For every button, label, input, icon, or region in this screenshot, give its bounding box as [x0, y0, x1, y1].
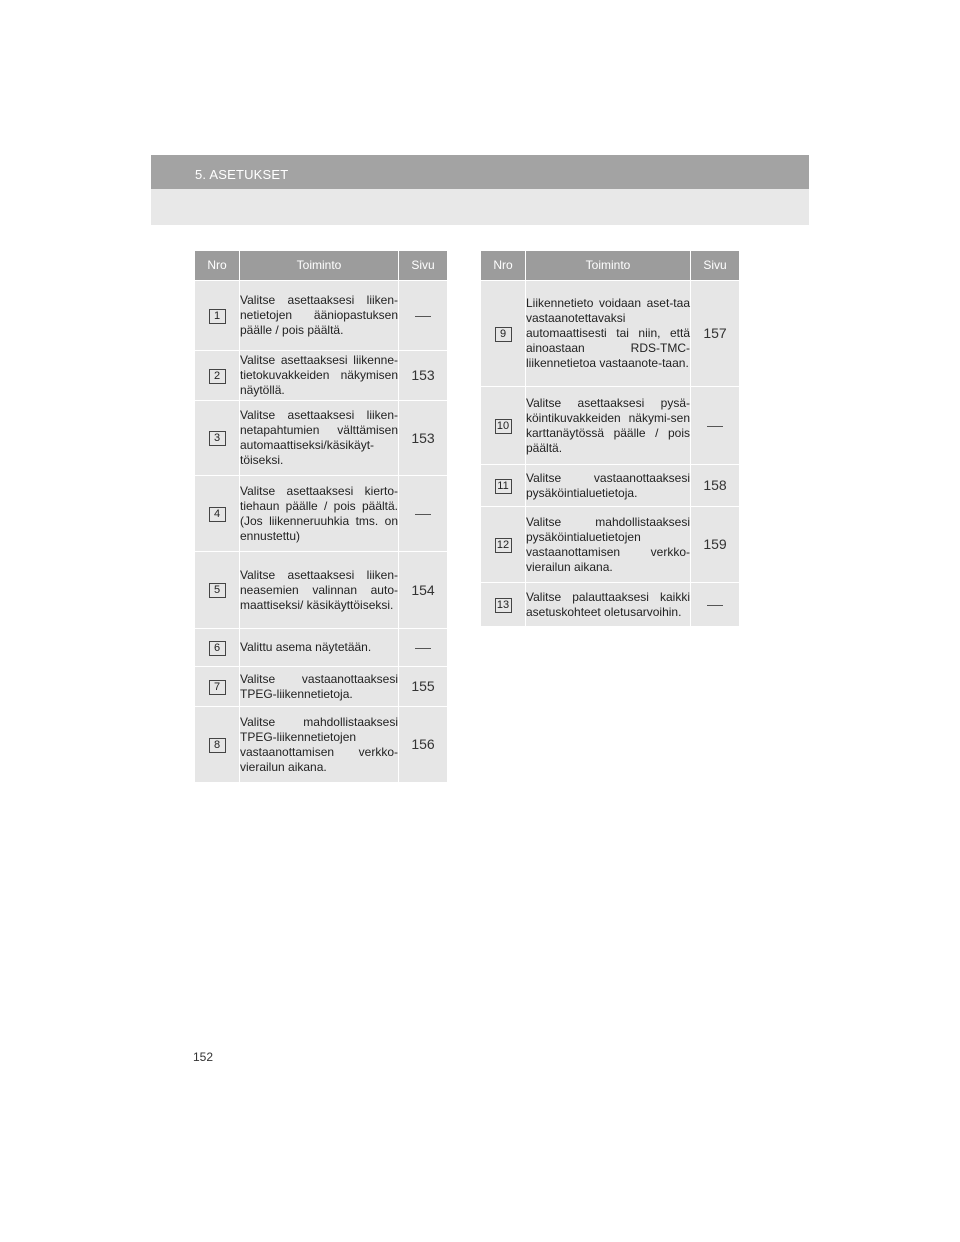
- item-number-badge: 7: [209, 680, 226, 695]
- function-description: Valitse palauttaaksesi kaikki asetuskohteet oletusarvoihin.: [526, 582, 691, 626]
- item-number-badge: 1: [209, 309, 226, 324]
- column-header-toiminto: Toiminto: [240, 251, 399, 280]
- page-reference: 159: [691, 506, 739, 582]
- function-description: Valittu asema näytetään.: [240, 628, 399, 666]
- column-header-nro: Nro: [481, 251, 526, 280]
- no-page-dash-icon: [415, 316, 431, 317]
- item-number-badge: 11: [495, 479, 512, 494]
- table-row: [195, 280, 447, 350]
- table-row: [195, 551, 447, 628]
- section-header: [151, 155, 809, 189]
- item-number-badge: 5: [209, 583, 226, 598]
- no-page-dash-icon: [707, 605, 723, 606]
- function-description: Valitse asettaaksesi pysä-köintikuvakkeiden näkymi-sen karttanäytössä päälle / pois päältä.: [526, 386, 691, 464]
- page-reference: 156: [399, 706, 447, 782]
- settings-table-right: [481, 251, 739, 626]
- table-row: [195, 350, 447, 400]
- column-header-sivu: Sivu: [399, 251, 447, 280]
- item-number-badge: 4: [209, 507, 226, 522]
- table-row: [195, 628, 447, 666]
- settings-table-left: [195, 251, 447, 782]
- page-number: 152: [193, 1050, 214, 1064]
- function-description: Valitse asettaaksesi liikenne-tietokuvakkeiden näkymisen näytöllä.: [240, 350, 399, 400]
- table-row: [481, 464, 739, 506]
- table-row: [195, 400, 447, 475]
- table-row: [481, 582, 739, 626]
- item-number-badge: 9: [495, 327, 512, 342]
- column-header-nro: Nro: [195, 251, 240, 280]
- no-page-dash-icon: [415, 648, 431, 649]
- table-row: [481, 386, 739, 464]
- table-row: [195, 666, 447, 706]
- item-number-badge: 3: [209, 431, 226, 446]
- table-row: [195, 706, 447, 782]
- page-reference: 157: [691, 280, 739, 386]
- table-row: [481, 280, 739, 386]
- section-subheader-band: [151, 189, 809, 225]
- item-number-badge: 8: [209, 738, 226, 753]
- function-description: Valitse vastaanottaaksesi TPEG-liikennetietoja.: [240, 666, 399, 706]
- item-number-badge: 13: [495, 598, 512, 613]
- column-header-toiminto: Toiminto: [526, 251, 691, 280]
- function-description: Valitse asettaaksesi liiken-netapahtumien välttämisen automaattiseksi/käsikäyt-töiseksi.: [240, 400, 399, 475]
- page-reference: 154: [399, 551, 447, 628]
- function-description: Valitse asettaaksesi liiken-netietojen ääniopastuksen päälle / pois päältä.: [240, 280, 399, 350]
- column-header-sivu: Sivu: [691, 251, 739, 280]
- item-number-badge: 12: [495, 538, 512, 553]
- page-reference: 158: [691, 464, 739, 506]
- page-reference: 153: [399, 400, 447, 475]
- page-reference: 155: [399, 666, 447, 706]
- item-number-badge: 2: [209, 369, 226, 384]
- item-number-badge: 10: [495, 419, 512, 434]
- table-row: [481, 506, 739, 582]
- table-row: [195, 475, 447, 551]
- table-header-row: [481, 251, 739, 280]
- function-description: Valitse mahdollistaaksesi TPEG-liikennetietojen vastaanottamisen verkko-vierailun aikana.: [240, 706, 399, 782]
- function-description: Valitse asettaaksesi liiken-neasemien valinnan auto-maattiseksi/ käsikäyttöiseksi.: [240, 551, 399, 628]
- item-number-badge: 6: [209, 641, 226, 656]
- function-description: Liikennetieto voidaan aset-taa vastaanotettavaksi automaattisesti tai niin, että ainoastaan RDS-TMC-liikennetietoa vastaanote-taan.: [526, 280, 691, 386]
- no-page-dash-icon: [707, 426, 723, 427]
- table-header-row: [195, 251, 447, 280]
- function-description: Valitse vastaanottaaksesi pysäköintialuetietoja.: [526, 464, 691, 506]
- section-title: 5. ASETUKSET: [195, 167, 289, 182]
- page-reference: 153: [399, 350, 447, 400]
- function-description: Valitse mahdollistaaksesi pysäköintialuetietojen vastaanottamisen verkko-vierailun aikana.: [526, 506, 691, 582]
- no-page-dash-icon: [415, 514, 431, 515]
- function-description: Valitse asettaaksesi kierto-tiehaun päälle / pois päältä. (Jos liikenneruuhkia tms. on ennustettu): [240, 475, 399, 551]
